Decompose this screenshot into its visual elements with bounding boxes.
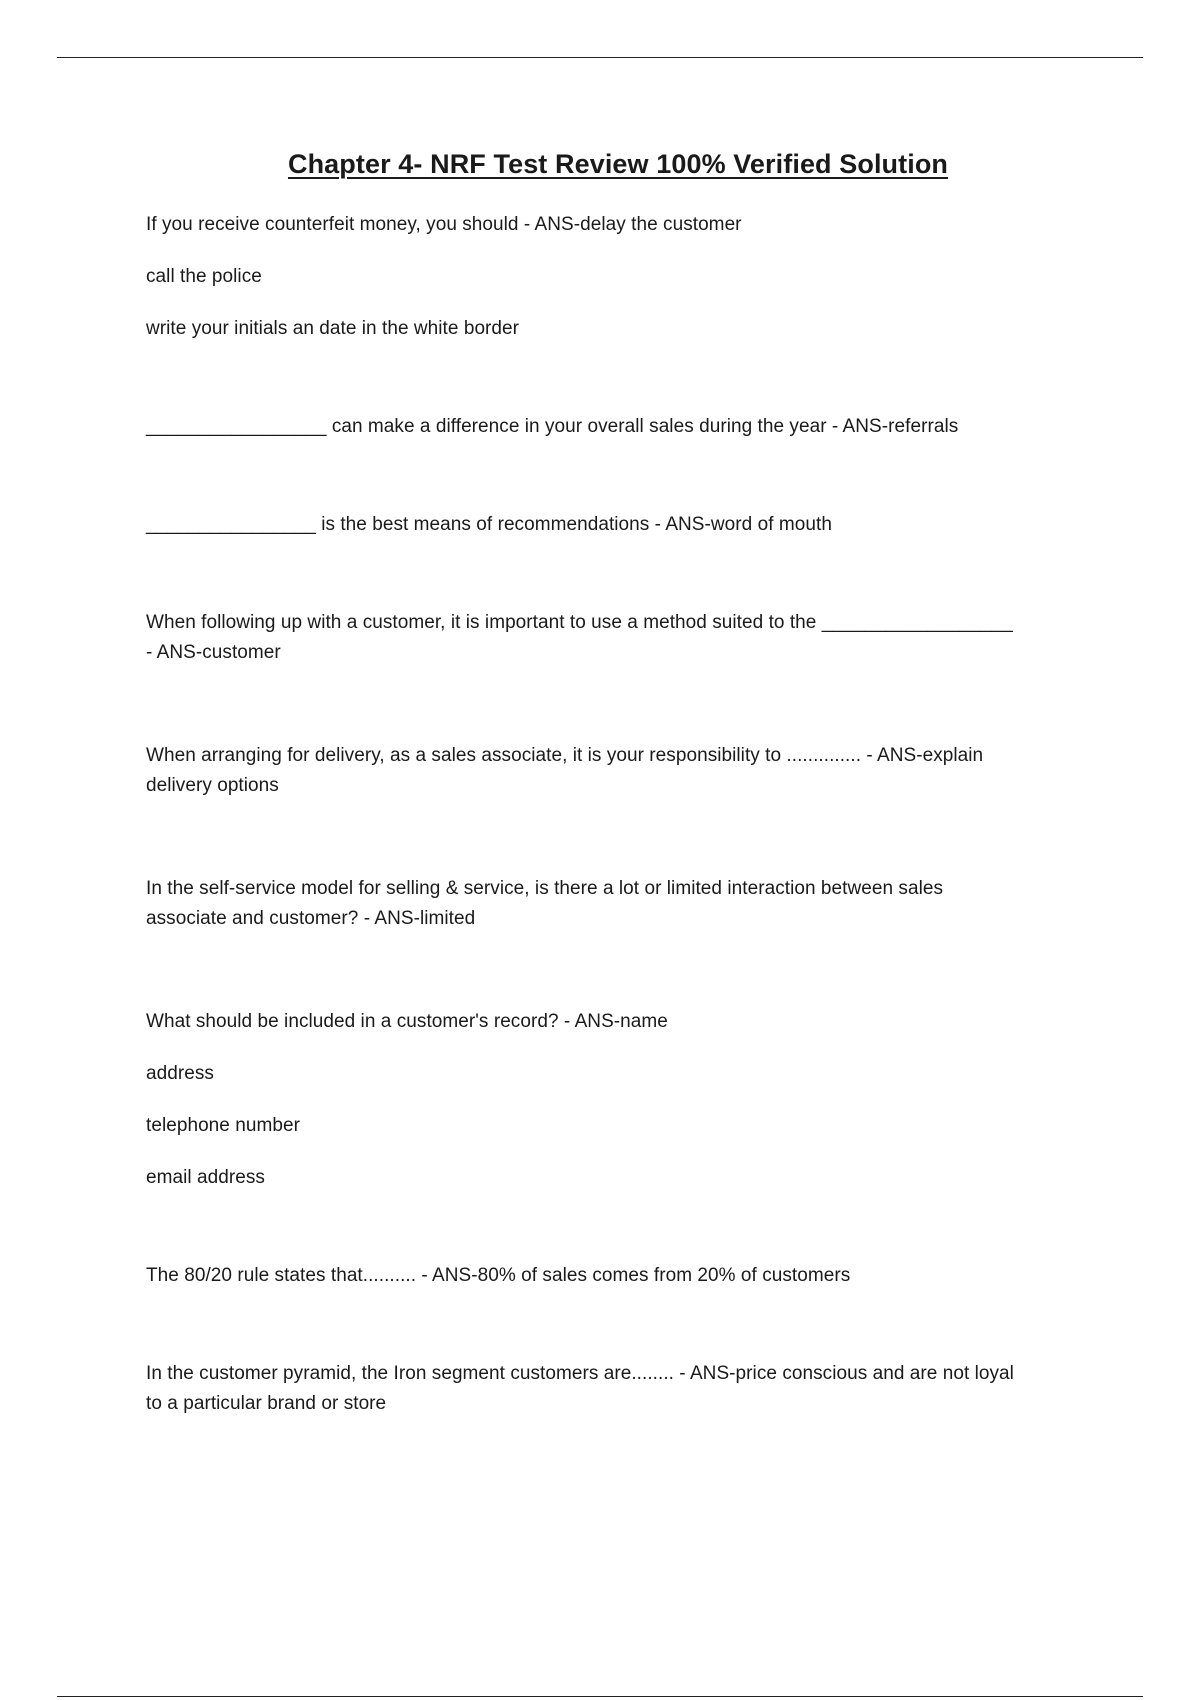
document-title xyxy=(0,147,1200,181)
q5-line-1: When arranging for delivery, as a sales associate, it is your responsibility to .............. - ANS-explain xyxy=(146,745,984,766)
q8-line-1: The 80/20 rule states that.......... - ANS-80% of sales comes from 20% of customers xyxy=(146,1265,851,1286)
top-rule xyxy=(57,57,1143,58)
document-title-text: Chapter 4- NRF Test Review 100% Verified Solution xyxy=(287,149,949,179)
q2-line-1: _________________ can make a difference in your overall sales during the year - ANS-referrals xyxy=(146,416,959,437)
q5-line-2: delivery options xyxy=(146,775,279,796)
bottom-rule xyxy=(57,1696,1143,1697)
q7-line-1: What should be included in a customer's record? - ANS-name xyxy=(146,1011,668,1032)
q1-line-2: call the police xyxy=(146,266,262,287)
q4-line-1: When following up with a customer, it is important to use a method suited to the __________________ xyxy=(146,612,1013,633)
document-body xyxy=(146,210,1086,1419)
q7-line-2: address xyxy=(146,1063,214,1084)
q6-line-2: associate and customer? - ANS-limited xyxy=(146,908,476,929)
q3-line-1: ________________ is the best means of recommendations - ANS-word of mouth xyxy=(146,514,832,535)
q7-line-3: telephone number xyxy=(146,1115,300,1136)
q7-line-4: email address xyxy=(146,1167,265,1188)
q4-line-2: - ANS-customer xyxy=(146,642,281,663)
q6-line-1: In the self-service model for selling & service, is there a lot or limited interaction between sales xyxy=(146,878,944,899)
q1-line-3: write your initials an date in the white border xyxy=(146,318,520,339)
q9-line-1: In the customer pyramid, the Iron segment customers are........ - ANS-price conscious and are not loyal xyxy=(146,1363,1014,1384)
q1-line-1: If you receive counterfeit money, you should - ANS-delay the customer xyxy=(146,214,742,235)
q9-line-2: to a particular brand or store xyxy=(146,1393,387,1414)
